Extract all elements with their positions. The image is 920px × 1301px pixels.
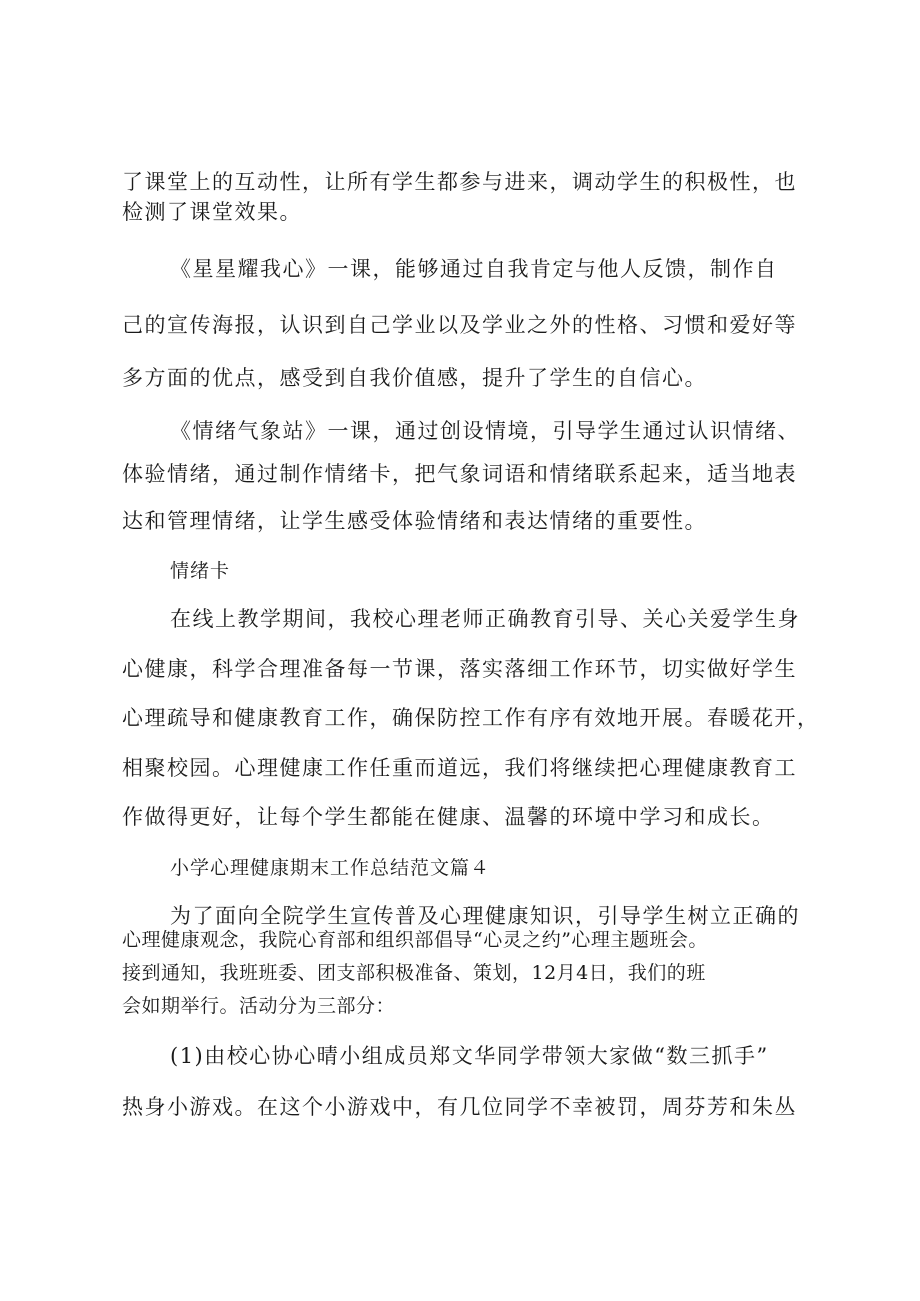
text-line-2: 检测了课堂效果。: [122, 200, 302, 224]
text-line-20: (1)由校心协心晴小组成员郑文华同学带领大家做“数三抓手”: [170, 1044, 769, 1068]
text-line-1: 了课堂上的互动性，让所有学生都参与进来，调动学生的积极性，也: [122, 170, 797, 194]
text-line-19: 会如期举行。活动分为三部分：: [122, 995, 396, 1017]
section-heading: 小学心理健康期末工作总结范文篇４: [170, 857, 491, 879]
text-line-16: 为了面向全院学生宣传普及心理健康知识，引导学生树立正确的: [170, 904, 800, 928]
text-line-3: 《星星耀我心》一课，能够通过自我肯定与他人反馈，制作自: [170, 257, 778, 281]
text-line-4: 己的宣传海报，认识到自己学业以及学业之外的性格、习惯和爱好等: [122, 313, 797, 337]
text-line-21: 热身小游戏。在这个小游戏中，有几位同学不幸被罚，周芬芳和朱丛: [122, 1095, 797, 1119]
text-line-10: 在线上教学期间，我校心理老师正确教育引导、关心关爱学生身: [170, 607, 800, 631]
text-line-11: 心健康，科学合理准备每一节课，落实落细工作环节，切实做好学生: [122, 657, 797, 681]
text-line-12: 心理疏导和健康教育工作，确保防控工作有序有效地开展。春暖花开，: [122, 706, 820, 730]
text-line-17: 心理健康观念，我院心育部和组织部倡导“心灵之约”心理主题班会。: [122, 929, 708, 951]
text-line-14: 作做得更好，让每个学生都能在健康、温馨的环境中学习和成长。: [122, 805, 775, 829]
text-line-18: 接到通知，我班班委、团支部积极准备、策划，12月4日，我们的班: [122, 962, 706, 984]
text-line-5: 多方面的优点，感受到自我价值感，提升了学生的自信心。: [122, 366, 707, 390]
text-line-13: 相聚校园。心理健康工作任重而道远，我们将继续把心理健康教育工: [122, 756, 797, 780]
text-line-7: 体验情绪，通过制作情绪卡，把气象词语和情绪联系起来，适当地表: [122, 462, 797, 486]
text-line-6: 《情绪气象站》一课，通过创设情境，引导学生通过认识情绪、: [170, 419, 800, 443]
heading-emotion-card: 情绪卡: [170, 560, 231, 582]
text-line-8: 达和管理情绪，让学生感受体验情绪和表达情绪的重要性。: [122, 509, 707, 533]
